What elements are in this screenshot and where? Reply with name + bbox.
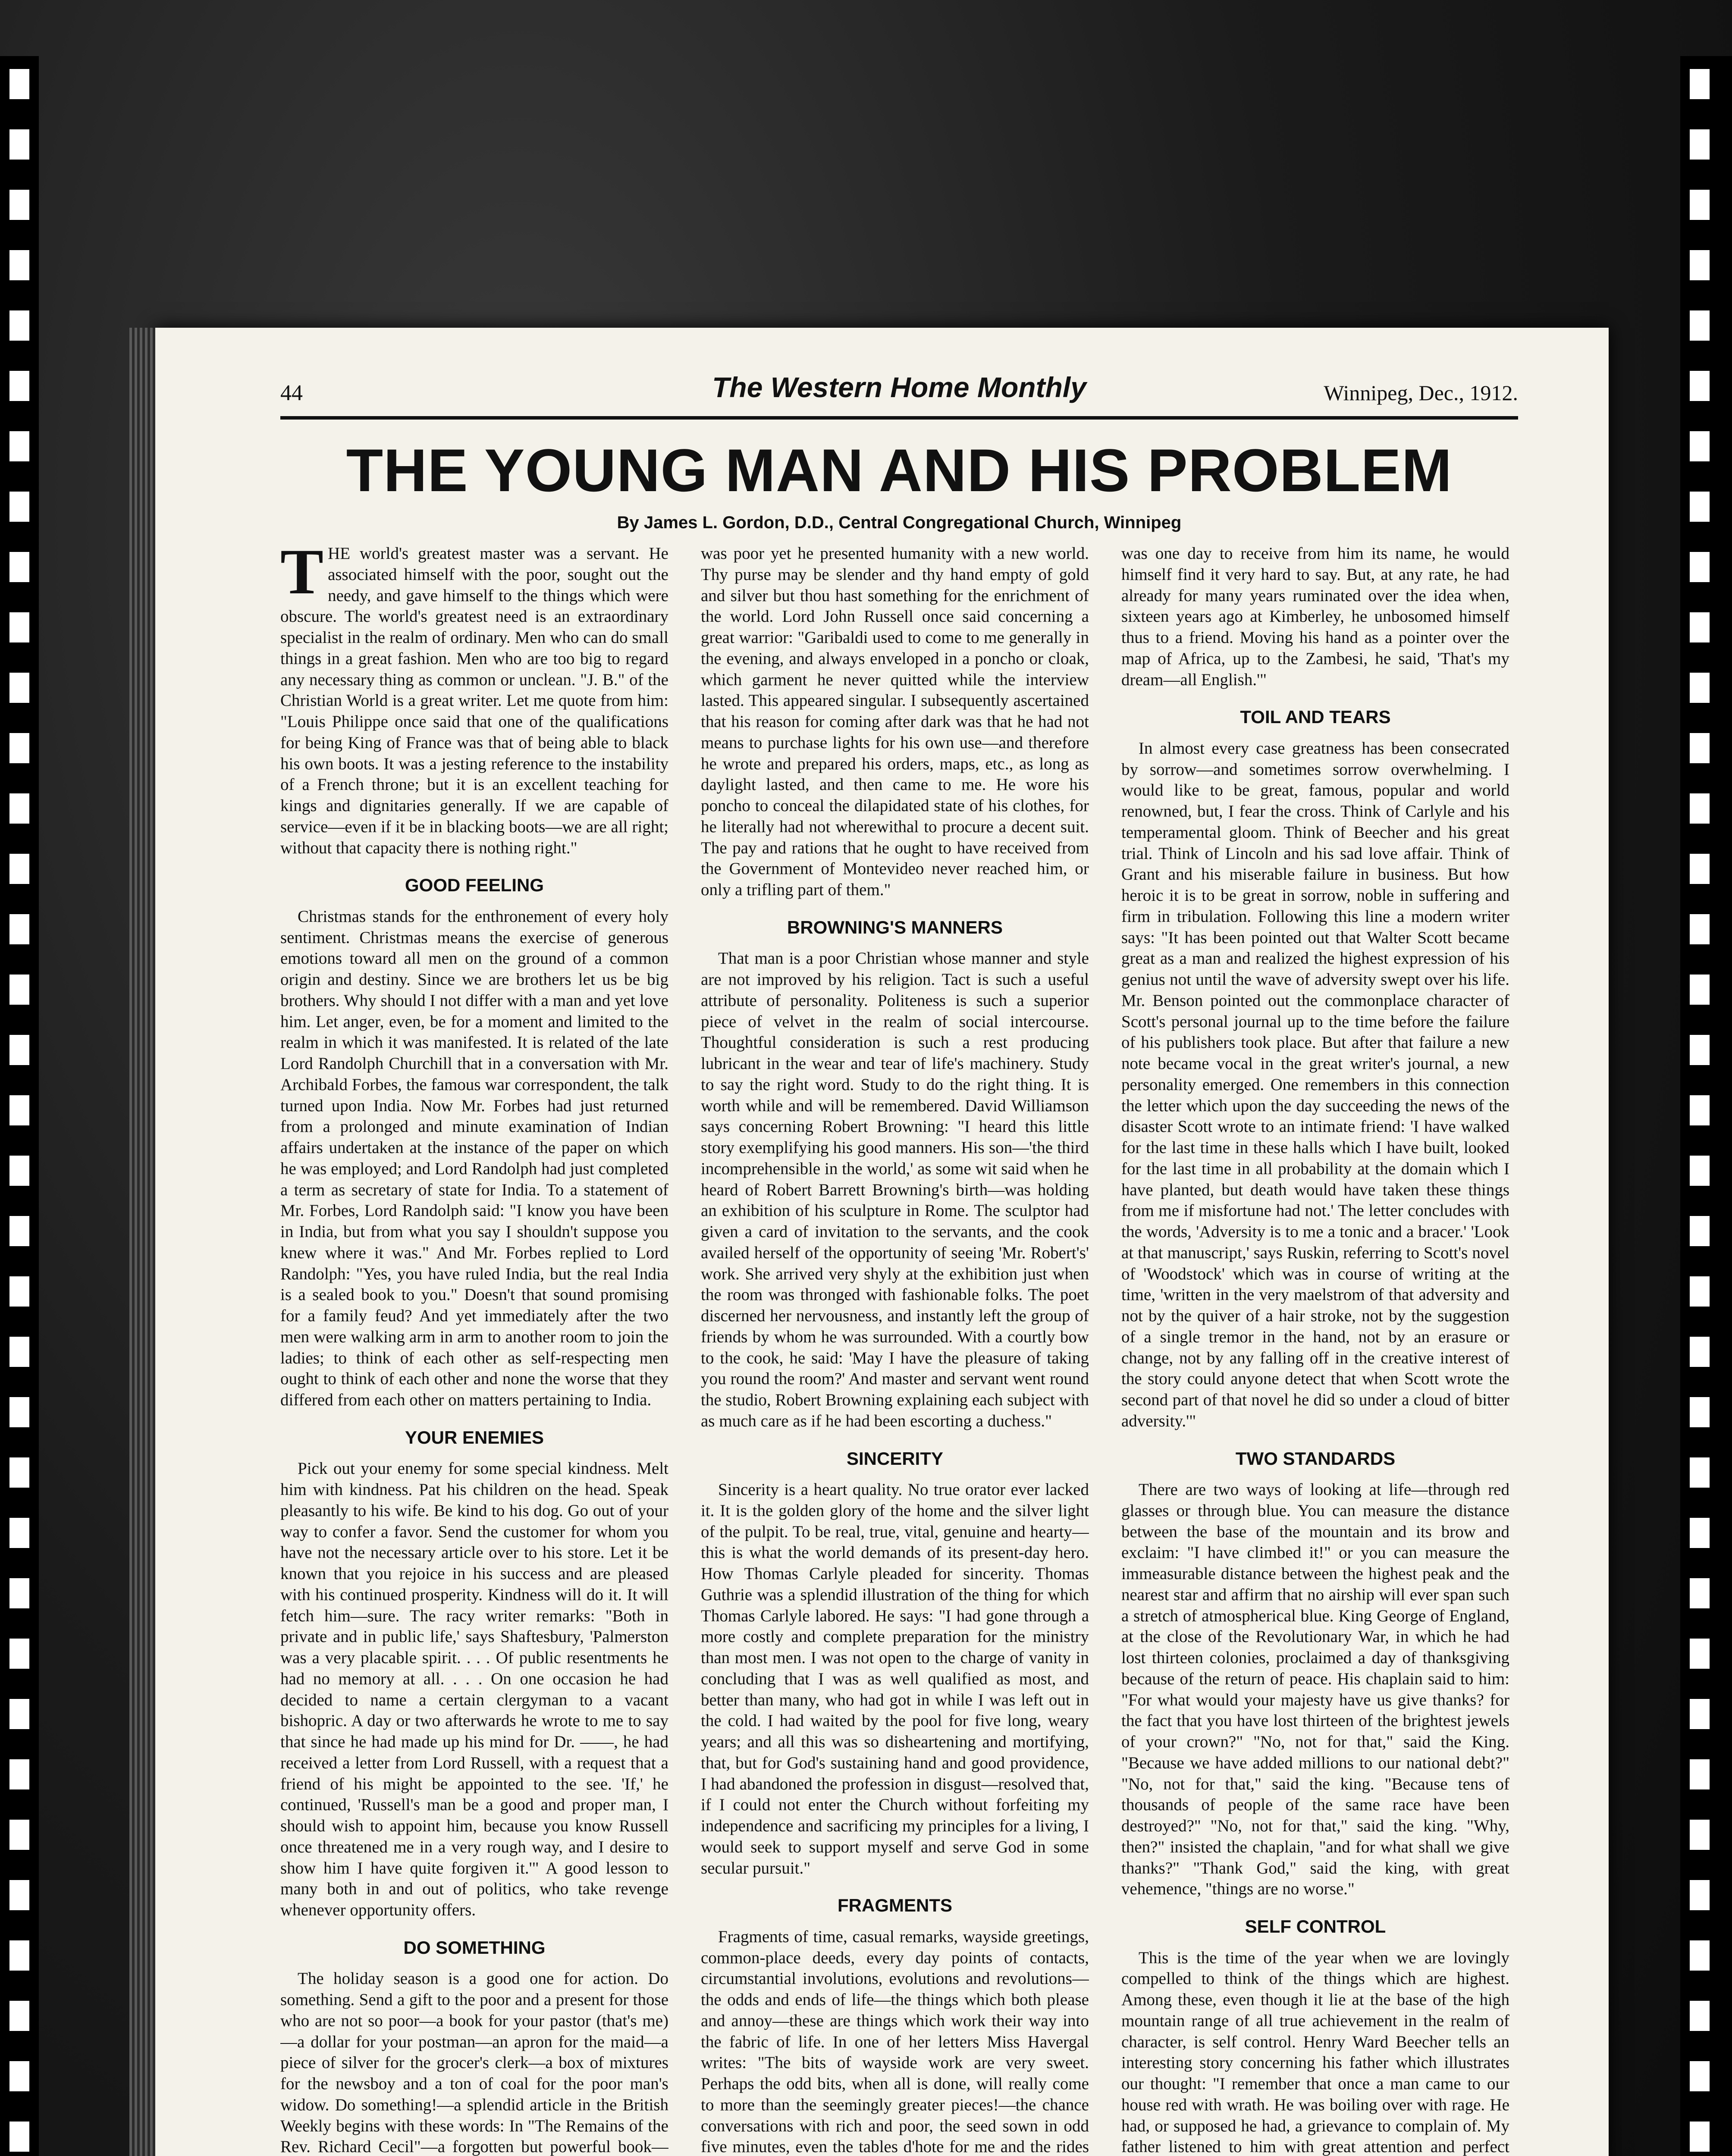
film-sprocket-hole <box>9 975 29 1005</box>
film-sprocket-hole <box>1690 1699 1710 1729</box>
film-sprocket-hole <box>9 1095 29 1125</box>
film-sprocket-hole <box>1690 371 1710 401</box>
film-sprocket-hole <box>1690 612 1710 642</box>
film-sprocket-hole <box>1690 1880 1710 1910</box>
film-sprocket-hole <box>1690 1759 1710 1789</box>
section-heading-good-feeling: GOOD FEELING <box>405 875 544 896</box>
film-sprocket-hole <box>1690 1820 1710 1850</box>
film-sprocket-hole <box>9 371 29 401</box>
film-sprocket-hole <box>9 552 29 582</box>
film-sprocket-hole <box>9 129 29 160</box>
section-heading-sincerity: SINCERITY <box>846 1448 944 1469</box>
film-sprocket-hole <box>1690 1457 1710 1488</box>
film-sprocket-hole <box>1690 2001 1710 2031</box>
paragraph-self-control: This is the time of the year when we are lovingly compelled to think of the things which are highest. Among these, even though it lie at the base of the high mountain range of all true achievement in the realm of character, is self control. Henry Ward Beecher tells an interesting story concerning his father which illustrates our thought: "I remember that once a man came to our house red with wrath. He was boiling over with rage. He had, or supposed he had, a grievance to complain of. My father listened to him with great attention and perfect <box>1121 1948 1509 2156</box>
film-sprocket-hole <box>9 673 29 703</box>
section-heading-do-something: DO SOMETHING <box>403 1937 546 1958</box>
film-sprocket-hole <box>9 2061 29 2091</box>
paragraph-garibaldi: was poor yet he presented humanity with a new world. Thy purse may be slender and thy hand empty of gold and silver but thou hast something for the enrichment of the world. Lord John Russell once said concerning a great warrior: "Garibaldi used to come to me generally in the evening, and always enveloped in a poncho or cloak, which garment he never quitted while the interview lasted. This appeared singular. I subsequently ascertained that his reason for coming after dark was that he had not means to purchase lights for his own use—and therefore he wrote and prepared his orders, maps, etc., as long as daylight lasted, and then came to me. He wore his poncho to conceal the dilapidated state of his clothes, for he literally had not wherewithal to procure a decent suit. The pay and rations that he ought to have received from the Government of Montevideo never reached him, or only a trifling part of them." <box>701 544 1089 899</box>
film-sprocket-hole <box>9 1759 29 1789</box>
paragraph-brownings-manners: That man is a poor Christian whose manner and style are not improved by his religion. Tact is such a useful attribute of personality. Politeness is such a superior piece of velvet in the realm of social intercourse. Thoughtful consideration is such a rest producing lubricant in the wear and tear of life's machinery. Study to say the right word. Study to do the right thing. It is worth while and will be remembered. David Williamson says concerning Robert Browning: "I heard this little story exemplifying his good manners. His son—'the third incomprehensible in the world,' as some wit said when he heard of Robert Barrett Browning's birth—was holding an exhibition of his sculpture in Rome. The sculptor had given a card of invitation to the servants, and the cook availed herself of the opportunity of seeing 'Mr. Robert's' work. She arrived very shyly at the exhibition just when the room was thronged with fashionable folks. The poet discerned her nervousness, and instantly left the group of friends by whom he was surrounded. With a courtly bow to the cook, he said: 'May I have the pleasure of taking you round the room?' And master and servant went round the studio, Robert Browning explaining each subject with as much care as if he had been escorting a duchess." <box>701 949 1089 1430</box>
film-sprocket-hole <box>1690 1397 1710 1427</box>
film-sprocket-hole <box>9 1639 29 1669</box>
film-sprocket-hole <box>9 1216 29 1246</box>
film-sprocket-hole <box>1690 1518 1710 1548</box>
film-sprocket-hole <box>1690 1337 1710 1367</box>
film-sprocket-hole <box>1690 673 1710 703</box>
intro-paragraph: THE world's greatest master was a servant. He associated himself with the poor, sought out the needy, and gave himself to the things which were obscure. The world's greatest need is an extraordinary specialist in the realm of ordinary. Men who can do small things in a great fashion. Men who are too big to regard any necessary thing as common or unclean. "J. B." of the Christian World is a great writer. Let me quote from him: "Louis Philippe once said that one of the qualifications for being King of France was that of being able to black his own boots. It was a jesting reference to the instability of a French throne; but it is an excellent teaching for kings and dignitaries generally. If we are capable of service—even if it be in blacking boots—we are all right; without that capacity there is nothing right." <box>280 543 668 857</box>
film-sprocket-hole <box>9 793 29 824</box>
film-sprocket-hole <box>1690 129 1710 160</box>
column-2 <box>701 543 1089 2156</box>
article-byline: By James L. Gordon, D.D., Central Congregational Church, Winnipeg <box>617 513 1182 532</box>
film-sprocket-hole <box>1690 1940 1710 1971</box>
film-sprocket-hole <box>1690 914 1710 944</box>
section-heading-two-standards: TWO STANDARDS <box>1235 1448 1396 1469</box>
column-3 <box>1121 543 1509 2156</box>
magazine-title: The Western Home Monthly <box>712 371 1086 403</box>
film-sprocket-hole <box>1690 431 1710 461</box>
film-sprocket-hole <box>1690 250 1710 280</box>
film-sprocket-hole <box>1690 1578 1710 1608</box>
paragraph-your-enemies: Pick out your enemy for some special kindness. Melt him with kindness. Pat his children on the head. Speak pleasantly to his wife. Be kind to his dog. Go out of your way to confer a favor. Send the customer for whom you have not the necessary article over to his store. Let it be known that you rejoice in his success and are pleased with his continued prosperity. Kindness will do it. It will fetch him—sure. The racy writer remarks: "Both in private and in public life,' says Shaftesbury, 'Palmerston was a very placable spirit. . . . Of public resentments he had no memory at all. . . . On one occasion he had decided to name a certain clergyman to a vacant bishopric. A day or two afterwards he wrote to me to say that since he had made up his mind for Dr. ——, he had received a letter from Lord Russell, with a request that a friend of his might be appointed to the see. 'If,' he continued, 'Russell's man be a good and proper man, I should wish to appoint him, because you know Russell once threatened me in a very rough way, and I desire to show him I have quite forgiven it.'" A good lesson to many both in and out of politics, who take revenge whenever opportunity offers. <box>280 1459 668 1919</box>
film-sprocket-hole <box>1690 2122 1710 2152</box>
film-sprocket-hole <box>9 854 29 884</box>
film-sprocket-hole <box>9 310 29 341</box>
film-sprocket-hole <box>9 1156 29 1186</box>
magazine-page <box>155 328 1609 2156</box>
article-title: THE YOUNG MAN AND HIS PROBLEM <box>346 436 1453 504</box>
film-sprocket-hole <box>9 1337 29 1367</box>
film-sprocket-hole <box>9 190 29 220</box>
paragraph-two-standards: There are two ways of looking at life—through red glasses or through blue. You can measure the distance between the base of the mountain and its brow and exclaim: "I have climbed it!" or you can measure the immeasurable distance between the highest peak and the nearest star and affirm that no airship will ever span such a stretch of atmospherical blue. King George of England, at the close of the Revolutionary War, in which he had lost thirteen colonies, proclaimed a day of thanksgiving because of the return of peace. His chaplain said to him: "For what would your majesty have us give thanks? for the fact that you have lost thirteen of the brightest jewels of your crown?" "No, not for that," said the King. "Because we have added millions to our national debt?" "No, not for that," said the king. "Because tens of thousands of people of the same race have been destroyed?" "No, not for that," said the king. "Why, then?" insisted the chaplain, "and for what shall we give thanks?" "Thank God," said the king, with great vehemence, "things are no worse." <box>1121 1480 1509 1899</box>
column-1 <box>280 543 668 2156</box>
film-sprocket-hole <box>9 1518 29 1548</box>
section-heading-fragments: FRAGMENTS <box>838 1895 952 1916</box>
film-sprocket-hole <box>9 2122 29 2152</box>
section-heading-brownings-manners: BROWNING'S MANNERS <box>787 917 1003 937</box>
film-sprocket-hole <box>9 612 29 642</box>
film-sprocket-hole <box>1690 69 1710 99</box>
film-sprocket-hole <box>1690 552 1710 582</box>
book-spine <box>129 328 155 2156</box>
film-sprocket-hole <box>1690 1639 1710 1669</box>
film-sprocket-hole <box>9 1940 29 1971</box>
film-sprocket-hole <box>1690 793 1710 824</box>
film-sprocket-hole <box>9 1397 29 1427</box>
film-sprocket-hole <box>1690 1216 1710 1246</box>
film-sprocket-hole <box>9 69 29 99</box>
film-sprocket-hole <box>9 431 29 461</box>
section-heading-your-enemies: YOUR ENEMIES <box>405 1427 544 1448</box>
paragraph-toil-and-tears: In almost every case greatness has been consecrated by sorrow—and sometimes sorrow overwhelming. I would like to be great, famous, popular and world renowned, but, I fear the cross. Think of Carlyle and his temperamental gloom. Think of Beecher and his great trial. Think of Lincoln and his sad love affair. Think of Grant and his miserable failure in business. But how heroic it is to be great in sorrow, noble in suffering and firm in tribulation. Following this line a modern writer says: "It has been pointed out that Walter Scott became great as a man and realized the highest expression of his genius not until the wave of adversity swept over his life. Mr. Benson pointed out the commonplace character of Scott's personal journal up to the time before the failure of his publishers took place. But after that failure a new note became vocal in the great writer's journal, a new personality emerged. One remembers in this connection the letter which upon the day succeeding the news of the disaster Scott wrote to an intimate friend: 'I have walked for the last time in these halls which I have built, looked for the last time in all probability at the domain which I have planted, but death would have taken these things from me if misfortune had not.' The letter concludes with the words, 'Adversity is to me a tonic and a bracer.' 'Look at that manuscript,' says Ruskin, referring to Scott's novel of 'Woodstock' which was in course of writing at the time, 'written in the very maelstrom of that adversity and not by the quiver of a hair stroke, not by the suggestion of a single tremor in the hand, not by an erasure or change, not by any falling off in the creative interest of the story could anyone detect that when Scott wrote the second part of that novel he did so under a cloud of bitter adversity.'" <box>1121 739 1509 1430</box>
page-number: 44 <box>280 381 303 405</box>
film-sprocket-hole <box>9 1820 29 1850</box>
film-edge-right <box>1680 56 1732 2156</box>
film-sprocket-hole <box>1690 975 1710 1005</box>
film-sprocket-hole <box>1690 854 1710 884</box>
section-heading-self-control: SELF CONTROL <box>1245 1916 1386 1937</box>
paragraph-do-something: The holiday season is a good one for action. Do something. Send a gift to the poor and a present for those who are not so poor—a book for your pastor (that's me)—a dollar for your postman—an apron for the maid—a piece of silver for the grocer's clerk—a box of mixtures for the newsboy and a ton of coal for the poor man's widow. Do something!—a splendid article in the British Weekly begins with these words: In "The Remains of the Rev. Richard Cecil"—a forgotten but powerful book— <box>280 1969 668 2156</box>
film-sprocket-hole <box>9 1457 29 1488</box>
film-sprocket-hole <box>1690 733 1710 763</box>
drop-cap: T <box>280 543 324 608</box>
section-heading-toil-and-tears: TOIL AND TEARS <box>1240 707 1391 727</box>
film-sprocket-hole <box>9 1035 29 1065</box>
film-sprocket-hole <box>9 250 29 280</box>
film-sprocket-hole <box>9 914 29 944</box>
film-sprocket-hole <box>1690 1035 1710 1065</box>
page-header <box>280 371 1518 410</box>
film-sprocket-hole <box>1690 310 1710 341</box>
film-sprocket-hole <box>1690 1276 1710 1307</box>
film-sprocket-hole <box>9 733 29 763</box>
film-sprocket-hole <box>9 1276 29 1307</box>
film-sprocket-hole <box>1690 2061 1710 2091</box>
paragraph-rhodes-continued: was one day to receive from him its name, he would himself find it very hard to say. But, at any rate, he had already for many years ruminated over the idea when, sixteen years ago at Kimberley, he unbosomed himself thus to a friend. Moving his hand as a pointer over the map of Africa, up to the Zambesi, he said, 'That's my dream—all English.'" <box>1121 544 1509 689</box>
film-sprocket-hole <box>9 492 29 522</box>
film-sprocket-hole <box>9 1699 29 1729</box>
paragraph-good-feeling: Christmas stands for the enthronement of every holy sentiment. Christmas means the exercise of generous emotions toward all men on the ground of a common origin and destiny. Since we are brothers let us be big brothers. Why should I not differ with a man and yet love him. Let anger, even, be for a moment and limited to the realm in which it was manifested. It is related of the late Lord Randolph Churchill that in a conversation with Mr. Archibald Forbes, the famous war correspondent, the talk turned upon India. Now Mr. Forbes had just returned from a prolonged and minute examination of Indian affairs undertaken at the instance of the paper on which he was employed; and Lord Randolph had just completed a term as secretary of state for India. To a statement of Mr. Forbes, Lord Randolph said: "I know you have been in India, but from what you say I shouldn't suppose you knew where it was." And Mr. Forbes replied to Lord Randolph: "Yes, you have ruled India, but the real India is a sealed book to you." Doesn't that sound promising for a family feud? And yet immediately after the two men were walking arm in arm to another room to join the ladies; to think of each other as self-respecting men ought to think of each other and none the worse that they differed from each other on matters pertaining to India. <box>280 907 668 1409</box>
film-sprocket-hole <box>1690 1156 1710 1186</box>
film-sprocket-hole <box>1690 492 1710 522</box>
dateline: Winnipeg, Dec., 1912. <box>1324 381 1518 405</box>
film-edge-left <box>0 56 39 2156</box>
paragraph-sincerity: Sincerity is a heart quality. No true orator ever lacked it. It is the golden glory of the home and the silver light of the pulpit. To be real, true, vital, genuine and hearty—this is what the world demands of its present-day hero. How Thomas Carlyle pleaded for sincerity. Thomas Guthrie was a splendid illustration of the thing for which Thomas Carlyle labored. He says: "I had gone through a more costly and complete preparation for the ministry than most men. I was not open to the charge of vanity in concluding that I was as well qualified as most, and better than many, who had got in while I was left out in the cold. I had waited by the pool for five long, weary years; and all this was so disheartening and mortifying, that, but for God's sustaining hand and good providence, I had abandoned the profession in disgust—resolved that, if I could not enter the Church without forfeiting my independence and sacrificing my principles for a living, I would seek to support myself and serve God in some secular pursuit." <box>701 1480 1089 1877</box>
film-sprocket-hole <box>1690 1095 1710 1125</box>
film-sprocket-hole <box>1690 190 1710 220</box>
film-sprocket-hole <box>9 2001 29 2031</box>
film-sprocket-hole <box>9 1880 29 1910</box>
film-sprocket-hole <box>9 1578 29 1608</box>
paragraph-fragments: Fragments of time, casual remarks, wayside greetings, common-place deeds, every day points of contacts, circumstantial involutions, evolutions and revolutions—the odds and ends of life—the things which both please and annoy—these are things which work their way into the fabric of life. In one of her letters Miss Havergal writes: "The bits of wayside work are very sweet. Perhaps the odd bits, when all is done, will really come to more than the seemingly greater pieces!—the chance conversations with rich and poor, the seed sown in odd five minutes, even the tables d'hote for me and the rides <box>701 1927 1089 2156</box>
header-rule <box>280 416 1518 420</box>
